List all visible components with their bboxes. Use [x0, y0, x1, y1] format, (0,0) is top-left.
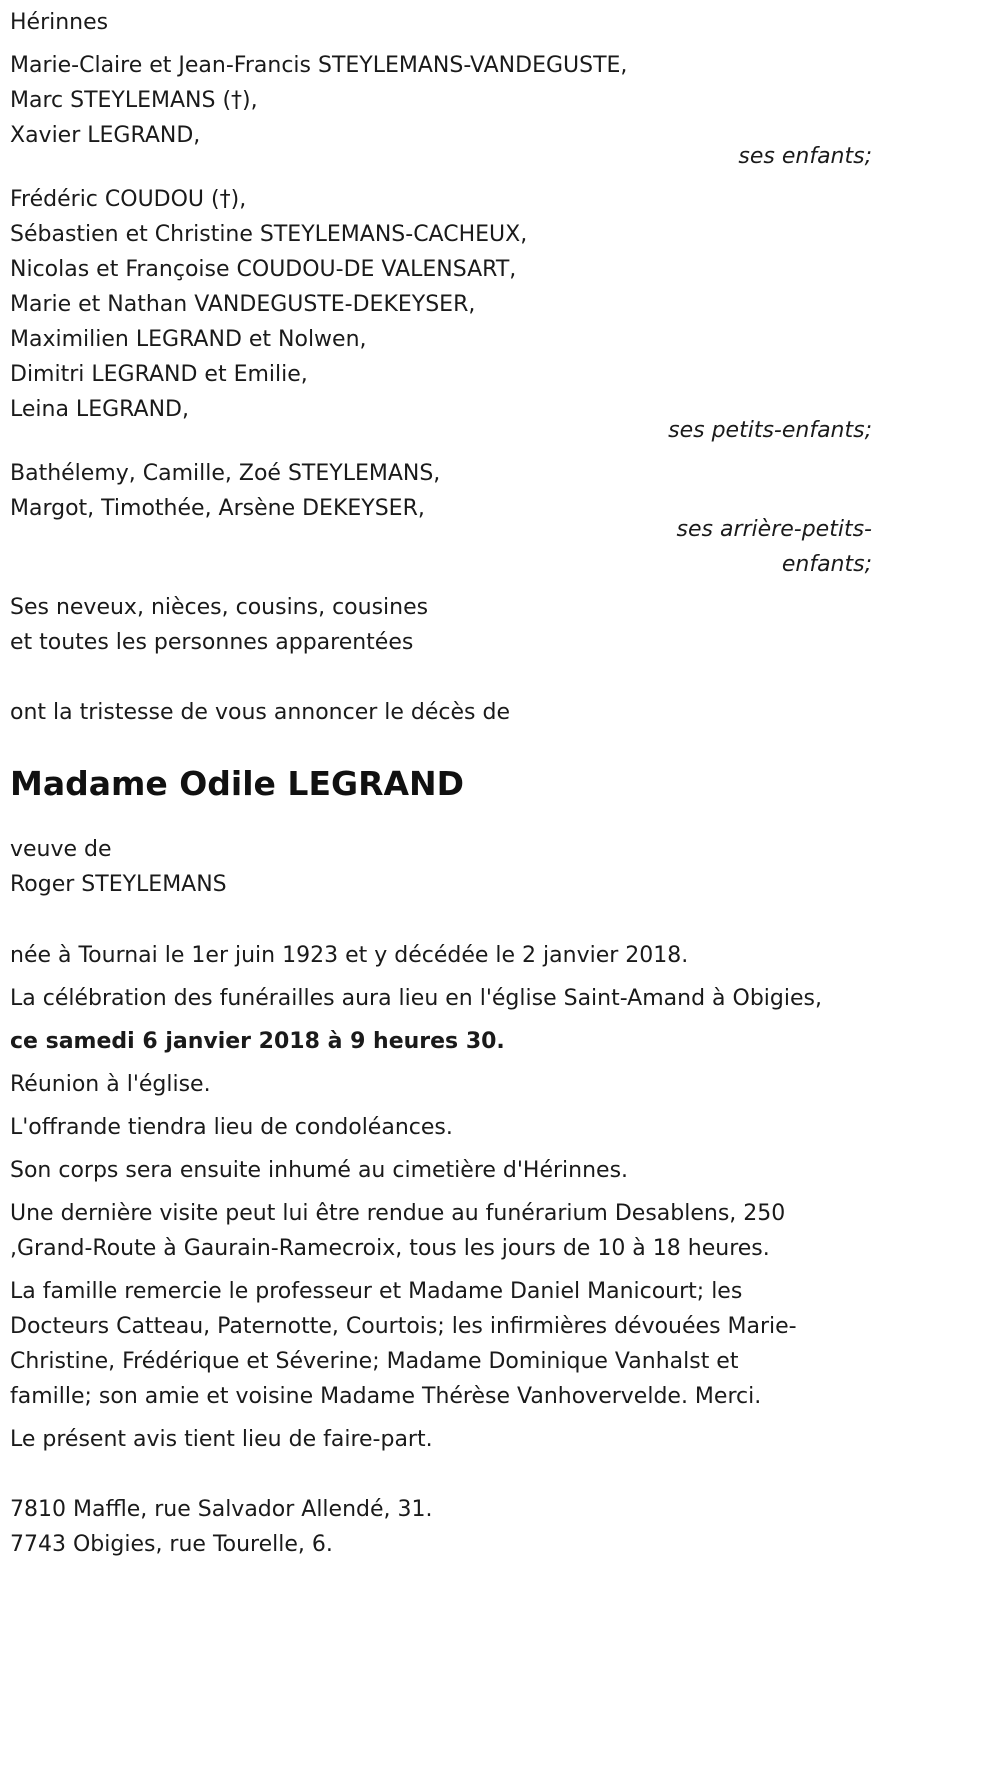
address-line: 7810 Maffle, rue Salvador Allendé, 31.: [10, 1497, 433, 1522]
notice-info: Le présent avis tient lieu de faire-part.: [10, 1427, 433, 1452]
child-name: Marc STEYLEMANS (†),: [10, 88, 258, 113]
grandchild-name: Frédéric COUDOU (†),: [10, 187, 247, 212]
grandchild-name: Dimitri LEGRAND et Emilie,: [10, 362, 308, 387]
ceremony-date: ce samedi 6 janvier 2018 à 9 heures 30.: [10, 1029, 505, 1054]
great-grandchildren-section: [10, 456, 872, 582]
visit-line: ,Grand-Route à Gaurain-Ramecroix, tous les jours de 10 à 18 heures.: [10, 1236, 770, 1261]
spouse-name: Roger STEYLEMANS: [10, 872, 227, 897]
birth-death-info: née à Tournai le 1er juin 1923 et y décédée le 2 janvier 2018.: [10, 943, 689, 968]
offering-info: L'offrande tiendra lieu de condoléances.: [10, 1115, 453, 1140]
children-role: ses enfants;: [738, 144, 872, 169]
meeting-info: Réunion à l'église.: [10, 1072, 211, 1097]
details-section: [10, 938, 872, 1457]
grandchild-name: Nicolas et Françoise COUDOU-DE VALENSART,: [10, 257, 517, 282]
child-name: Marie-Claire et Jean-Francis STEYLEMANS-VANDEGUSTE,: [10, 53, 628, 78]
grandchildren-role: ses petits-enfants;: [668, 418, 872, 443]
children-section: [10, 48, 872, 174]
burial-info: Son corps sera ensuite inhumé au cimetière d'Hérinnes.: [10, 1158, 629, 1183]
grandchild-name: Leina LEGRAND,: [10, 397, 189, 422]
child-name: Xavier LEGRAND,: [10, 123, 201, 148]
visit-line: Une dernière visite peut lui être rendue au funérarium Desablens, 250: [10, 1201, 786, 1226]
thanks-line: famille; son amie et voisine Madame Thérèse Vanhovervelde. Merci.: [10, 1384, 762, 1409]
ceremony-info: La célébration des funérailles aura lieu en l'église Saint-Amand à Obigies,: [10, 986, 822, 1011]
address-line: 7743 Obigies, rue Tourelle, 6.: [10, 1532, 333, 1557]
relatives-line: Ses neveux, nièces, cousins, cousines: [10, 595, 429, 620]
thanks-info: [10, 1274, 872, 1414]
thanks-line: Christine, Frédérique et Séverine; Madame Dominique Vanhalst et: [10, 1349, 739, 1374]
grandchildren-section: [10, 182, 872, 448]
great-grandchildren-role-line2: enfants;: [781, 552, 872, 577]
relatives-section: [10, 590, 872, 660]
grandchild-name: Marie et Nathan VANDEGUSTE-DEKEYSER,: [10, 292, 476, 317]
great-grandchild-name: Margot, Timothée, Arsène DEKEYSER,: [10, 496, 425, 521]
locality: Hérinnes: [10, 10, 109, 35]
obituary-notice: [10, 0, 872, 1562]
widow-of-label: veuve de: [10, 837, 112, 862]
deceased-name: Madame Odile LEGRAND: [10, 764, 465, 803]
grandchild-name: Maximilien LEGRAND et Nolwen,: [10, 327, 367, 352]
thanks-line: La famille remercie le professeur et Madame Daniel Manicourt; les: [10, 1279, 743, 1304]
announcement: ont la tristesse de vous annoncer le décès de: [10, 700, 511, 725]
relatives-line: et toutes les personnes apparentées: [10, 630, 414, 655]
grandchild-name: Sébastien et Christine STEYLEMANS-CACHEUX,: [10, 222, 528, 247]
thanks-line: Docteurs Catteau, Paternotte, Courtois; les infirmières dévouées Marie-: [10, 1314, 797, 1339]
addresses-section: [10, 1492, 872, 1562]
visit-info: [10, 1196, 872, 1266]
great-grandchild-name: Bathélemy, Camille, Zoé STEYLEMANS,: [10, 461, 441, 486]
great-grandchildren-role-line1: ses arrière-petits-: [676, 517, 872, 542]
